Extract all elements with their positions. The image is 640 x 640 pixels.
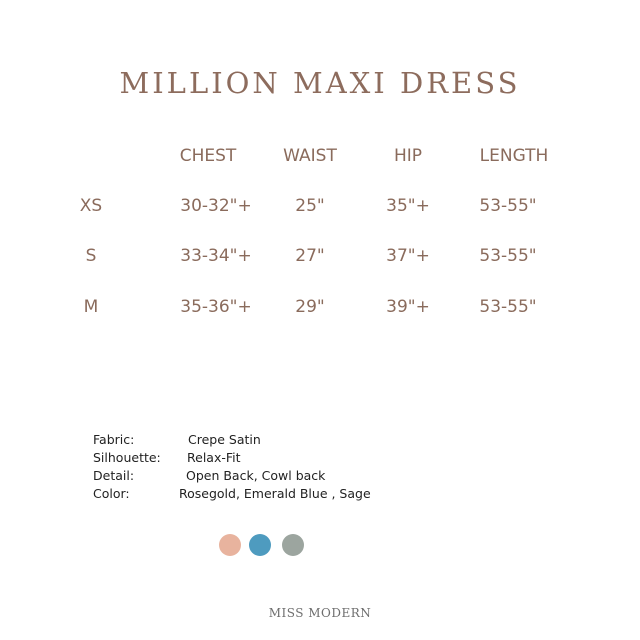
waist-value-m: 29" [295, 297, 325, 317]
hip-value-s: 37"+ [386, 246, 430, 266]
hip-value-m: 39"+ [386, 297, 430, 317]
chest-value-m: 35-36"+ [180, 297, 252, 317]
column-header-hip: HIP [393, 146, 423, 166]
color-value: Rosegold, Emerald Blue , Sage [179, 486, 371, 501]
detail-label: Detail: [93, 468, 135, 483]
fabric-label: Fabric: [93, 432, 135, 447]
size-label-xs: XS [79, 196, 103, 216]
page-title: MILLION MAXI DRESS [119, 66, 521, 100]
length-value-m: 53-55" [479, 297, 537, 317]
fabric-value: Crepe Satin [188, 432, 261, 447]
length-value-s: 53-55" [479, 246, 537, 266]
hip-value-xs: 35"+ [386, 196, 430, 216]
silhouette-value: Relax-Fit [187, 450, 241, 465]
column-header-waist: WAIST [283, 146, 337, 166]
chest-value-xs: 30-32"+ [180, 196, 252, 216]
silhouette-label: Silhouette: [93, 450, 161, 465]
length-value-xs: 53-55" [479, 196, 537, 216]
column-header-length: LENGTH [479, 146, 549, 166]
waist-value-xs: 25" [295, 196, 325, 216]
swatch-rosegold [219, 534, 241, 556]
chest-value-s: 33-34"+ [180, 246, 252, 266]
size-label-m: M [83, 297, 99, 317]
swatch-emerald-blue [249, 534, 271, 556]
color-label: Color: [93, 486, 130, 501]
column-header-chest: CHEST [179, 146, 237, 166]
swatch-sage [282, 534, 304, 556]
size-label-s: S [85, 246, 97, 266]
brand-logo: MISS MODERN [268, 606, 372, 620]
detail-value: Open Back, Cowl back [186, 468, 326, 483]
waist-value-s: 27" [295, 246, 325, 266]
